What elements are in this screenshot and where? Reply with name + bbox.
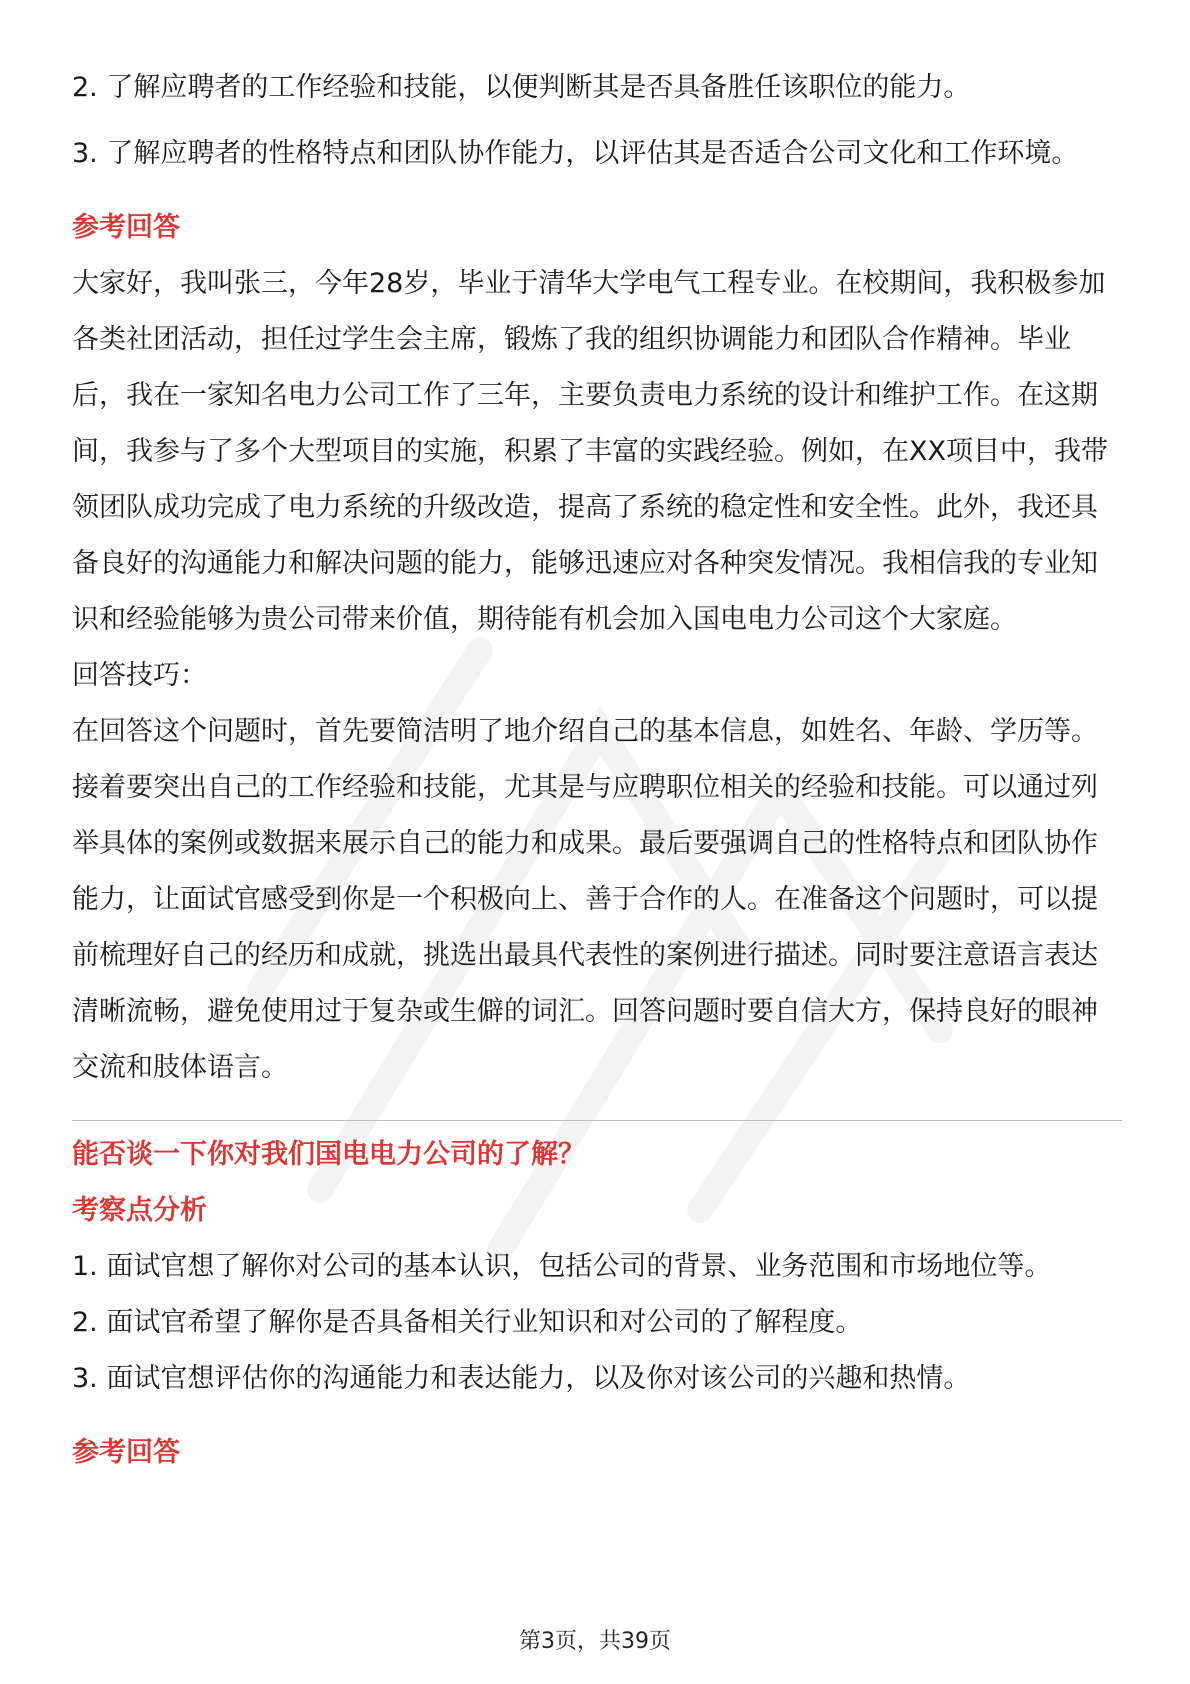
list-item: 3. 面试官想评估你的沟通能力和表达能力，以及你对该公司的兴趣和热情。 [72, 1363, 971, 1394]
list-item: 1. 面试官想了解你对公司的基本认识，包括公司的背景、业务范围和市场地位等。 [72, 1251, 1052, 1282]
answer-paragraph: 大家好，我叫张三，今年28岁，毕业于清华大学电气工程专业。在校期间，我积极参加各类社团活动，担任过学生会主席，锻炼了我的组织协调能力和团队合作精神。毕业后，我在一家知名电力公司工作了三年，主要负责电力系统的设计和维护工作。在这期间，我参与了多个大型项目的实施，积累了丰富的实践经验。例如，在XX项目中，我带领团队成功完成了电力系统的升级改造，提高了系统的稳定性和安全性。此外，我还具备良好的沟通能力和解决问题的能力，能够迅速应对各种突发情况。我相信我的专业知识和经验能够为贵公司带来价值，期待能有机会加入国电电力公司这个大家庭。 [72, 268, 1108, 635]
list-item: 2. 面试官希望了解你是否具备相关行业知识和对公司的了解程度。 [72, 1307, 863, 1338]
answer-heading: 参考回答 [72, 1437, 180, 1468]
list-item: 3. 了解应聘者的性格特点和团队协作能力，以评估其是否适合公司文化和工作环境。 [72, 138, 1079, 169]
tips-label: 回答技巧： [72, 660, 207, 691]
analysis-heading: 考察点分析 [72, 1195, 207, 1226]
list-item: 2. 了解应聘者的工作经验和技能，以便判断其是否具备胜任该职位的能力。 [72, 72, 971, 103]
document-page [72, 60, 1122, 1481]
tips-paragraph: 在回答这个问题时，首先要简洁明了地介绍自己的基本信息，如姓名、年龄、学历等。接着要突出自己的工作经验和技能，尤其是与应聘职位相关的经验和技能。可以通过列举具体的案例或数据来展示自己的能力和成果。最后要强调自己的性格特点和团队协作能力，让面试官感受到你是一个积极向上、善于合作的人。在准备这个问题时，可以提前梳理好自己的经历和成就，挑选出最具代表性的案例进行描述。同时要注意语言表达清晰流畅，避免使用过于复杂或生僻的词汇。回答问题时要自信大方，保持良好的眼神交流和肢体语言。 [72, 716, 1098, 1083]
page-number: 第3页，共39页 [519, 1629, 671, 1654]
section-divider [72, 1120, 1122, 1121]
answer-heading: 参考回答 [72, 212, 180, 243]
question-title: 能否谈一下你对我们国电电力公司的了解？ [72, 1139, 585, 1170]
